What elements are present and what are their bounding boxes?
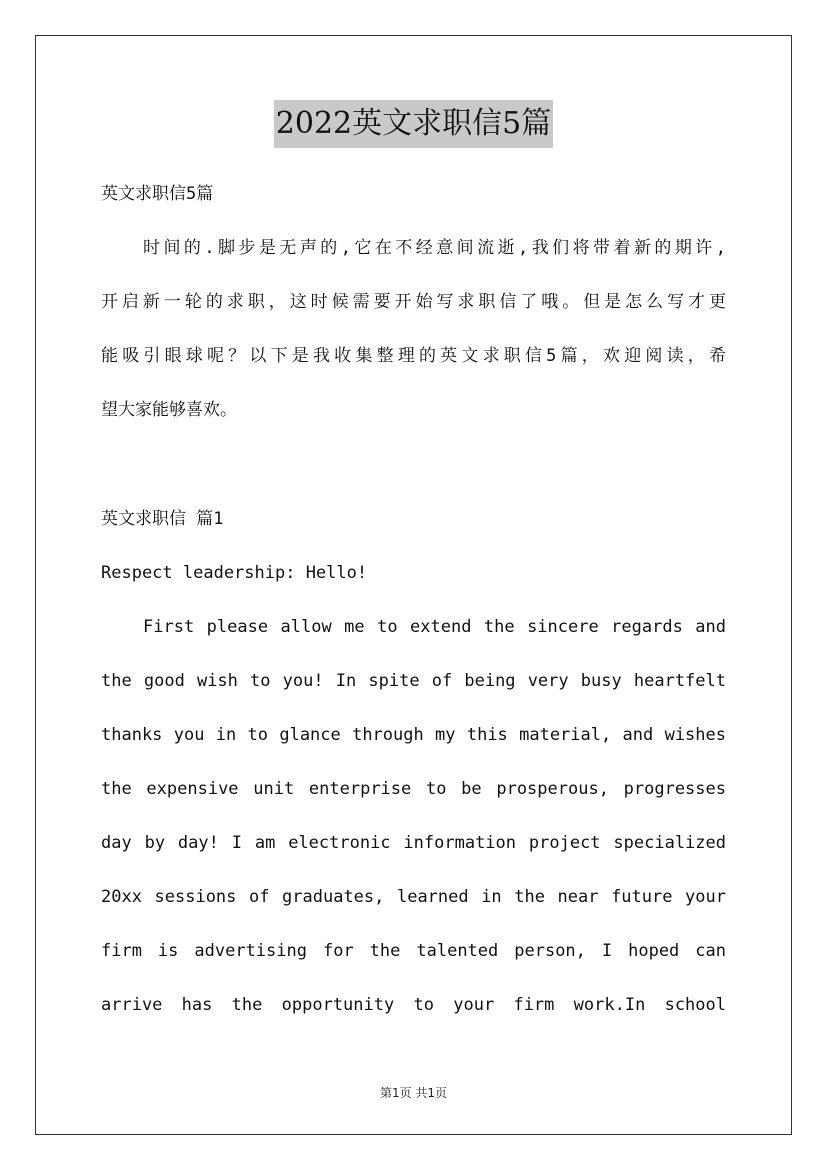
body-line: firm is advertising for the talented person, I hoped can	[101, 941, 726, 961]
body-line: thanks you in to glance through my this material, and wishes	[101, 725, 726, 745]
page-footer: 第1页 共1页	[379, 1086, 448, 1100]
intro-line: 能吸引眼球呢？以下是我收集整理的英文求职信5篇，欢迎阅读，希	[101, 346, 726, 366]
intro-line: 开启新一轮的求职，这时候需要开始写求职信了哦。但是怎么写才更	[101, 292, 726, 312]
intro-line: 望大家能够喜欢。	[101, 400, 237, 420]
intro-line: 时间的.脚步是无声的,它在不经意间流逝,我们将带着新的期许,	[143, 238, 726, 258]
document-subtitle: 英文求职信5篇	[101, 184, 214, 204]
body-line: First please allow me to extend the sincere regards and	[143, 617, 726, 637]
title-container	[0, 100, 827, 148]
section-heading: 英文求职信 篇1	[101, 509, 224, 529]
body-line: 20xx sessions of graduates, learned in the near future your	[101, 887, 726, 907]
body-line: the good wish to you! In spite of being very busy heartfelt	[101, 671, 726, 691]
document-title: 2022英文求职信5篇	[274, 100, 553, 148]
body-line: the expensive unit enterprise to be prosperous, progresses	[101, 779, 726, 799]
body-line: arrive has the opportunity to your firm work.In school	[101, 995, 726, 1015]
body-line: day by day! I am electronic information project specialized	[101, 833, 726, 853]
salutation: Respect leadership: Hello!	[101, 563, 368, 583]
